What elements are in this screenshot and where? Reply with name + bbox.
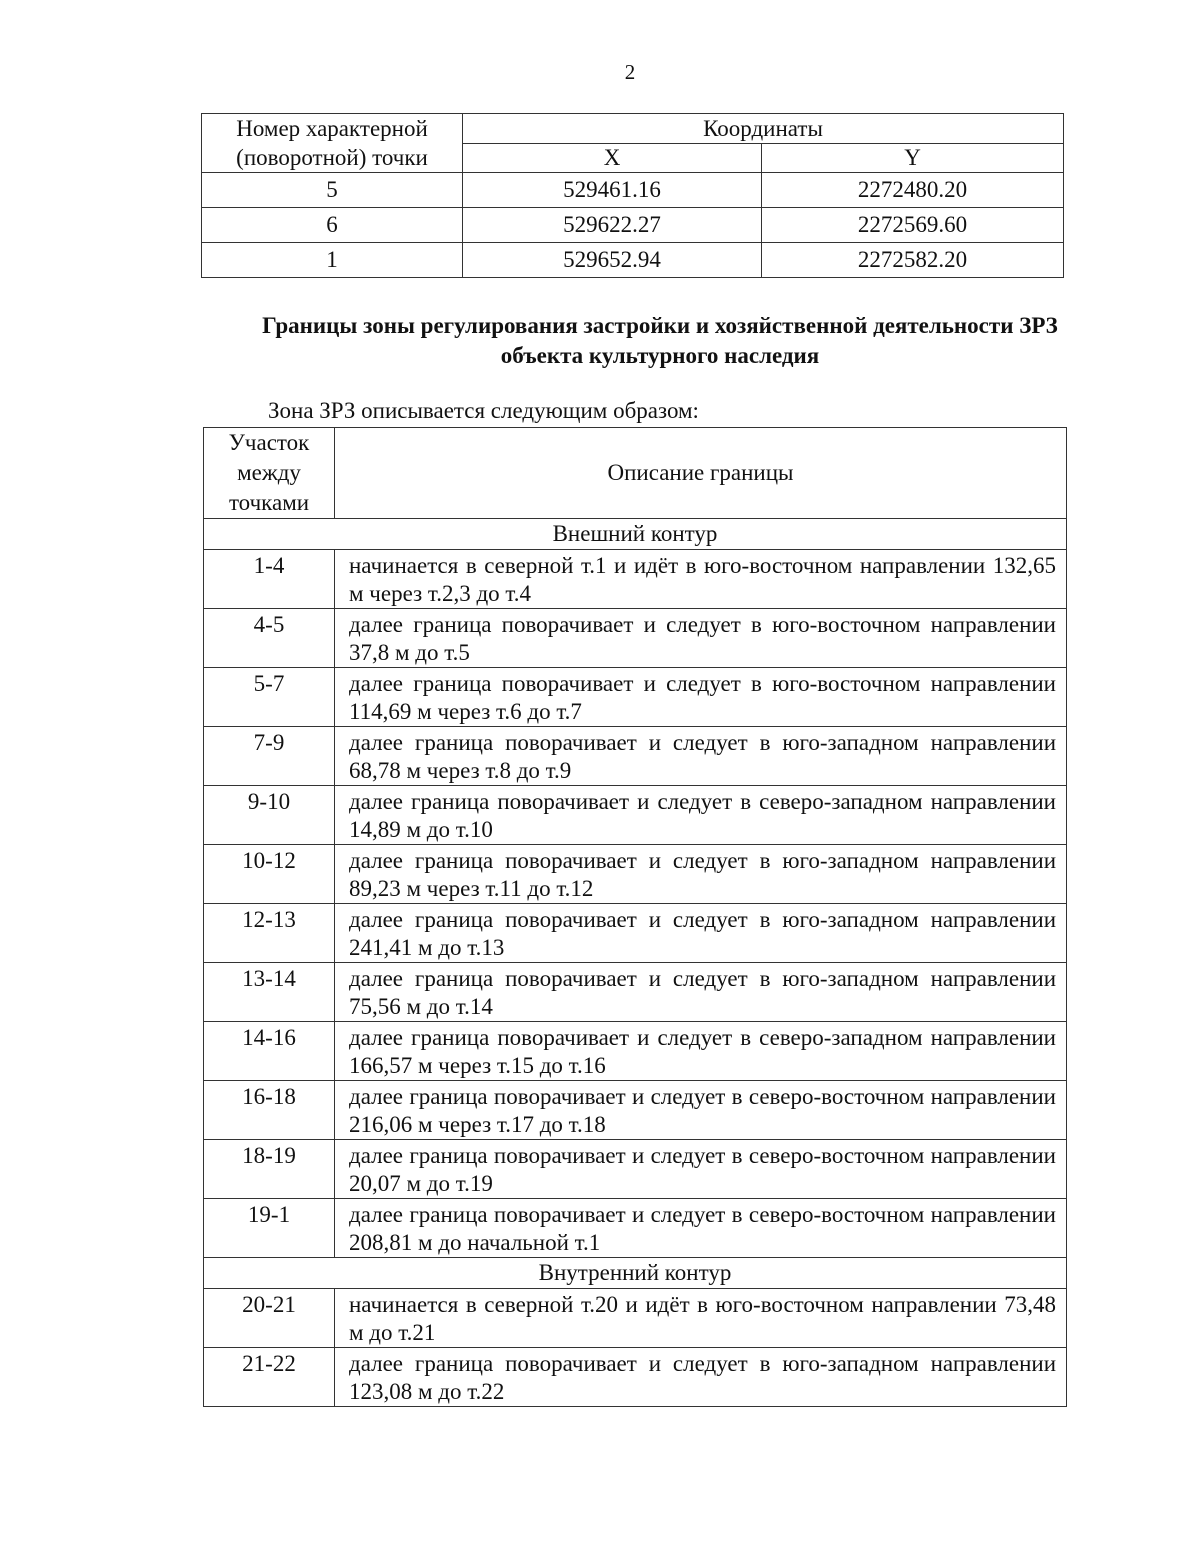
segment-cell: 14-16 [204, 1022, 335, 1081]
page-number: 2 [624, 60, 636, 84]
boundary-row [204, 786, 1067, 845]
boundary-row [204, 550, 1067, 609]
boundary-row [204, 904, 1067, 963]
y-coordinate-cell: 2272569.60 [762, 208, 1064, 243]
segment-cell: 16-18 [204, 1081, 335, 1140]
zone-heading: Границы зоны регулирования застройки и хозяйственной деятельности ЗРЗ объекта культурного наследия [262, 313, 1058, 368]
x-coordinate-cell: 529622.27 [463, 208, 762, 243]
boundary-row [204, 668, 1067, 727]
boundary-row [204, 963, 1067, 1022]
description-cell: далее граница поворачивает и следует в юго-западном направлении 123,08 м до т.22 [335, 1348, 1067, 1407]
description-cell: начинается в северной т.1 и идёт в юго-восточном направлении 132,65 м через т.2,3 до т.4 [335, 550, 1067, 609]
coordinates-row [202, 173, 1064, 208]
y-coordinate-cell: 2272480.20 [762, 173, 1064, 208]
point-number-cell: 5 [202, 173, 463, 208]
segment-cell: 9-10 [204, 786, 335, 845]
boundary-row [204, 727, 1067, 786]
segment-cell: 4-5 [204, 609, 335, 668]
inner-contour-label: Внутренний контур [204, 1258, 1067, 1289]
description-cell: далее граница поворачивает и следует в северо-восточном направлении 208,81 м до начальной т.1 [335, 1199, 1067, 1258]
y-header: Y [762, 144, 1064, 173]
description-cell: далее граница поворачивает и следует в северо-восточном направлении 216,06 м через т.17 до т.18 [335, 1081, 1067, 1140]
x-coordinate-cell: 529652.94 [463, 243, 762, 278]
description-cell: начинается в северной т.20 и идёт в юго-восточном направлении 73,48 м до т.21 [335, 1289, 1067, 1348]
point-number-header: Номер характерной (поворотной) точки [202, 114, 463, 173]
boundary-row [204, 1348, 1067, 1407]
segment-cell: 5-7 [204, 668, 335, 727]
segment-cell: 18-19 [204, 1140, 335, 1199]
boundary-row [204, 609, 1067, 668]
boundary-row [204, 1081, 1067, 1140]
zone-intro: Зона ЗРЗ описывается следующим образом: [268, 398, 699, 423]
segment-cell: 21-22 [204, 1348, 335, 1407]
segment-cell: 12-13 [204, 904, 335, 963]
boundary-row [204, 1022, 1067, 1081]
segment-cell: 20-21 [204, 1289, 335, 1348]
description-cell: далее граница поворачивает и следует в юго-западном направлении 75,56 м до т.14 [335, 963, 1067, 1022]
description-cell: далее граница поворачивает и следует в северо-западном направлении 14,89 м до т.10 [335, 786, 1067, 845]
outer-contour-label: Внешний контур [204, 519, 1067, 550]
boundary-table [203, 427, 1067, 1407]
coordinates-table [201, 113, 1064, 278]
outer-contour-row [204, 519, 1067, 550]
description-cell: далее граница поворачивает и следует в юго-западном направлении 241,41 м до т.13 [335, 904, 1067, 963]
segment-cell: 10-12 [204, 845, 335, 904]
description-cell: далее граница поворачивает и следует в юго-восточном направлении 114,69 м через т.6 до т.7 [335, 668, 1067, 727]
segment-cell: 1-4 [204, 550, 335, 609]
description-cell: далее граница поворачивает и следует в юго-западном направлении 89,23 м через т.11 до т.12 [335, 845, 1067, 904]
coordinates-row [202, 208, 1064, 243]
boundary-row [204, 845, 1067, 904]
segment-header: Участок между точками [204, 428, 335, 519]
boundary-row [204, 1140, 1067, 1199]
coordinates-row [202, 243, 1064, 278]
boundary-row [204, 1199, 1067, 1258]
x-coordinate-cell: 529461.16 [463, 173, 762, 208]
description-cell: далее граница поворачивает и следует в северо-восточном направлении 20,07 м до т.19 [335, 1140, 1067, 1199]
description-cell: далее граница поворачивает и следует в юго-восточном направлении 37,8 м до т.5 [335, 609, 1067, 668]
inner-contour-row [204, 1258, 1067, 1289]
boundary-row [204, 1289, 1067, 1348]
segment-cell: 13-14 [204, 963, 335, 1022]
point-number-cell: 6 [202, 208, 463, 243]
y-coordinate-cell: 2272582.20 [762, 243, 1064, 278]
coordinates-header: Координаты [463, 114, 1064, 144]
x-header: X [463, 144, 762, 173]
description-header: Описание границы [335, 428, 1067, 519]
point-number-cell: 1 [202, 243, 463, 278]
description-cell: далее граница поворачивает и следует в юго-западном направлении 68,78 м через т.8 до т.9 [335, 727, 1067, 786]
segment-cell: 7-9 [204, 727, 335, 786]
segment-cell: 19-1 [204, 1199, 335, 1258]
description-cell: далее граница поворачивает и следует в северо-западном направлении 166,57 м через т.15 до т.16 [335, 1022, 1067, 1081]
